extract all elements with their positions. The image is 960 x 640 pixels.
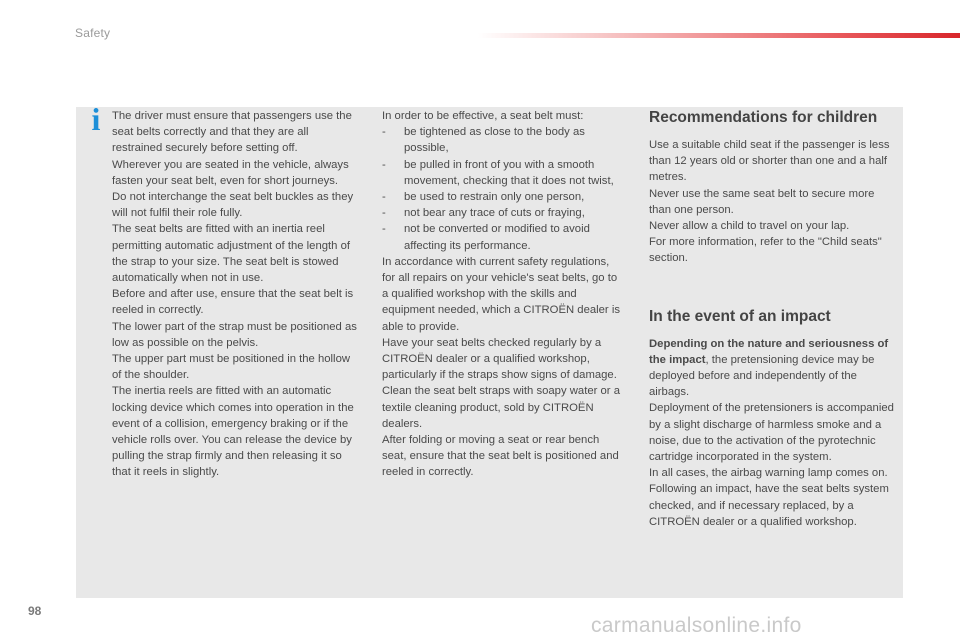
paragraph: For more information, refer to the "Child seats" section.	[649, 236, 882, 265]
paragraph: Never allow a child to travel on your lap.	[649, 220, 850, 233]
paragraph: Wherever you are seated in the vehicle, always fasten your seat belt, even for short journeys.	[112, 158, 349, 187]
paragraph: After folding or moving a seat or rear bench seat, ensure that the seat belt is positioned and reeled in correctly.	[382, 434, 619, 479]
info-icon: i	[91, 101, 101, 137]
column-3	[649, 108, 899, 530]
list-item	[382, 221, 622, 253]
list-marker: -	[382, 207, 386, 220]
list-item	[382, 189, 622, 205]
recommendations-heading: Recommendations for children	[649, 109, 878, 126]
paragraph: The lower part of the strap must be positioned as low as possible on the pelvis.	[112, 320, 357, 349]
paragraph: Use a suitable child seat if the passenger is less than 12 years old or shorter than one and a half metres.	[649, 139, 890, 184]
list-item-text: not bear any trace of cuts or fraying,	[404, 207, 585, 220]
paragraph: Clean the seat belt straps with soapy water or a textile cleaning product, sold by CITROËN dealers.	[382, 385, 620, 430]
list-marker: -	[382, 126, 386, 139]
paragraph: Have your seat belts checked regularly by a CITROËN dealer or a qualified workshop, particularly if the straps show signs of damage.	[382, 336, 617, 382]
paragraph: In accordance with current safety regulations, for all repairs on your vehicle's seat belts, go to a qualified workshop with the skills and equipment needed, which a CITROËN dealer is able to provide.	[382, 255, 620, 333]
paragraph: In all cases, the airbag warning lamp comes on.	[649, 467, 888, 480]
paragraph: Deployment of the pretensioners is accompanied by a slight discharge of harmless smoke and a noise, due to the activation of the pyrotechnic cartridge incorporated in the system.	[649, 402, 894, 464]
paragraph: Before and after use, ensure that the seat belt is reeled in correctly.	[112, 288, 354, 317]
header-rule	[478, 33, 960, 38]
paragraph: Do not interchange the seat belt buckles as they will not fulfil their role fully.	[112, 191, 354, 220]
list-marker: -	[382, 191, 386, 204]
impact-lead-bold: Depending on the nature and seriousness of the impact	[649, 337, 889, 366]
section-title: Safety	[75, 26, 111, 40]
list-marker: -	[382, 223, 386, 236]
list-item-text: be used to restrain only one person,	[404, 191, 585, 204]
list-marker: -	[382, 158, 386, 171]
list-item-text: be tightened as close to the body as possible,	[404, 126, 585, 155]
impact-lead	[649, 336, 899, 401]
watermark: carmanualsonline.info	[591, 614, 802, 637]
paragraph: The upper part must be positioned in the hollow of the shoulder.	[112, 353, 351, 382]
list-item-text: be pulled in front of you with a smooth movement, checking that it does not twist,	[404, 158, 614, 187]
page-number: 98	[28, 604, 42, 618]
paragraph: The inertia reels are fitted with an automatic locking device which comes into operation in the event of a collision, emergency braking or if the vehicle rolls over. You can release the device by pulling the strap firmly and then releasing it so that it reels in slightly.	[112, 385, 354, 479]
requirements-list	[382, 124, 622, 254]
column-2	[382, 108, 622, 481]
list-intro: In order to be effective, a seat belt must:	[382, 110, 584, 122]
impact-lead-rest: , the pretensioning device may be deployed before and independently of the airbags.	[649, 353, 875, 399]
list-item	[382, 205, 622, 221]
paragraph: The driver must ensure that passengers use the seat belts correctly and that they are all restrained securely before setting off.	[112, 110, 352, 155]
column-1	[112, 108, 357, 481]
list-item-text: not be converted or modified to avoid affecting its performance.	[404, 223, 590, 252]
list-item	[382, 157, 622, 189]
impact-heading: In the event of an impact	[649, 307, 831, 325]
paragraph: The seat belts are fitted with an inertia reel permitting automatic adjustment of the length of the strap to your size. The seat belt is stowed automatically when not in use.	[112, 223, 350, 285]
paragraph: Never use the same seat belt to secure more than one person.	[649, 187, 875, 216]
list-item	[382, 124, 622, 156]
paragraph: Following an impact, have the seat belts system checked, and if necessary replaced, by a CITROËN dealer or a qualified workshop.	[649, 483, 889, 528]
